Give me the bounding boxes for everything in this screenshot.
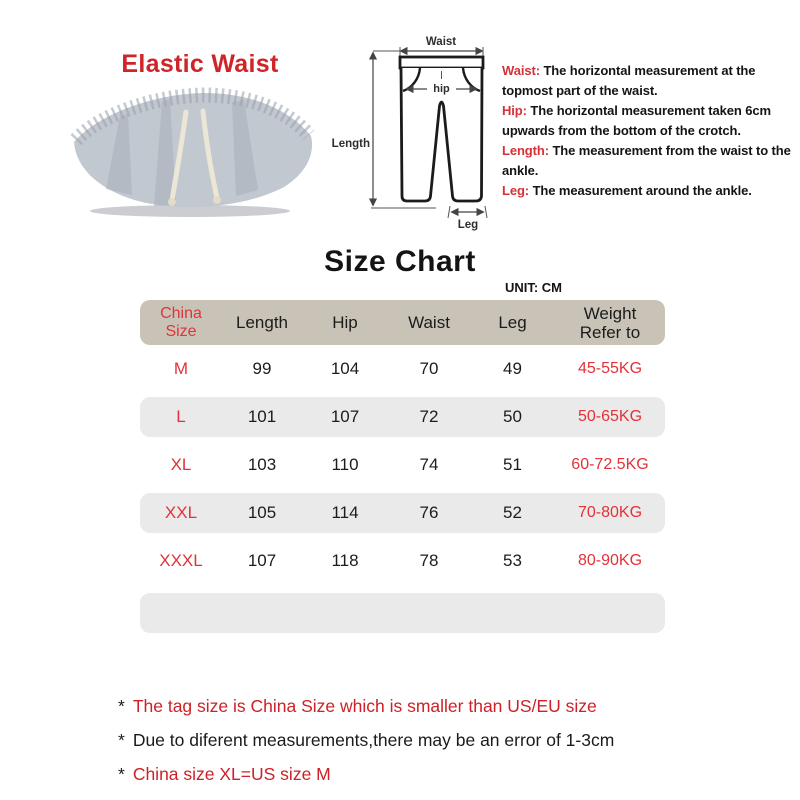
note-bullet: * (118, 730, 125, 750)
column-header-waist: Waist (408, 312, 450, 332)
note-text: The tag size is China Size which is smaller than US/EU size (132, 696, 597, 716)
note-size-conversion (118, 757, 768, 791)
table-row-m (140, 345, 665, 393)
waist-value: 70 (419, 359, 439, 378)
definition-length (502, 141, 798, 181)
size-value: L (176, 407, 186, 426)
measurement-definitions (502, 61, 798, 201)
hip-value: 104 (330, 359, 360, 378)
hip-value: 118 (331, 551, 359, 570)
table-row-xxl (140, 493, 665, 533)
pants-measurement-diagram (332, 22, 504, 237)
length-value: 99 (252, 359, 272, 378)
weight-value: 70-80KG (577, 504, 643, 521)
note-measurement-error (118, 723, 768, 757)
weight-value: 50-65KG (577, 408, 643, 425)
leg-value: 50 (503, 407, 522, 426)
leg-tick (485, 206, 487, 218)
sweatpants-photo (62, 86, 320, 218)
definition-term: Length: (502, 143, 549, 158)
leg-tick (448, 206, 450, 218)
waist-value: 74 (419, 455, 439, 474)
size-value: XXL (164, 503, 198, 522)
waistband (400, 57, 483, 68)
note-text: Due to diferent measurements,there may be an error of 1-3cm (132, 730, 615, 750)
leg-value: 51 (503, 455, 522, 474)
waist-value: 76 (419, 503, 439, 522)
definition-term: Hip: (502, 103, 527, 118)
hip-value: 107 (330, 407, 360, 426)
definition-term: Waist: (502, 63, 540, 78)
definition-text: The horizontal measurement taken 6cm upwards from the bottom of the crotch. (502, 103, 771, 138)
drawstring-tip (213, 196, 221, 204)
elastic-waist-label: Elastic Waist (121, 50, 279, 78)
hip-value: 110 (331, 455, 359, 474)
drawstring-tip (168, 198, 176, 206)
column-header-hip: Hip (332, 312, 358, 332)
hip-value: 114 (331, 503, 359, 522)
diagram-hip-label: hip (433, 83, 450, 95)
diagram-leg-label: Leg (457, 219, 479, 231)
note-tag-size (118, 689, 768, 723)
column-header-china-size: China Size (160, 304, 202, 340)
length-value: 103 (247, 455, 277, 474)
unit-label: UNIT: CM (504, 280, 562, 295)
waist-value: 72 (419, 407, 439, 426)
definition-waist (502, 61, 798, 101)
size-value: M (173, 359, 189, 378)
weight-value: 45-55KG (577, 360, 643, 377)
table-row-xl (140, 441, 665, 489)
note-bullet: * (118, 764, 125, 784)
waist-value: 78 (419, 551, 439, 570)
length-value: 101 (247, 407, 277, 426)
weight-value: 80-90KG (577, 552, 643, 569)
size-chart-title: Size Chart (324, 245, 476, 278)
column-header-leg: Leg (498, 312, 527, 332)
size-value: XL (170, 455, 192, 474)
note-bullet: * (118, 696, 125, 716)
definition-text: The measurement from the waist to the ankle. (502, 143, 791, 178)
table-row-xxxl (140, 537, 665, 585)
diagram-length-label: Length (332, 138, 370, 150)
definition-hip (502, 101, 798, 141)
column-header-length: Length (236, 312, 288, 332)
footnotes (118, 689, 768, 791)
definition-text: The measurement around the ankle. (532, 183, 752, 198)
note-text: China size XL=US size M (132, 764, 331, 784)
definition-text: The horizontal measurement at the topmost part of the waist. (502, 63, 756, 98)
length-value: 105 (247, 503, 277, 522)
size-table (140, 300, 665, 633)
definition-leg (502, 181, 798, 201)
length-value: 107 (247, 551, 277, 570)
weight-value: 60-72.5KG (571, 456, 649, 473)
size-value: XXXL (159, 551, 203, 570)
leg-value: 49 (503, 359, 522, 378)
table-row-l (140, 397, 665, 437)
table-header-row (140, 300, 665, 345)
leg-value: 53 (503, 551, 522, 570)
sweatpants-body (74, 93, 312, 207)
empty-table-bar (140, 593, 665, 633)
diagram-waist-label: Waist (425, 36, 457, 48)
column-header-weight: Weight Refer to (579, 303, 641, 342)
leg-value: 52 (503, 503, 522, 522)
definition-term: Leg: (502, 183, 530, 198)
